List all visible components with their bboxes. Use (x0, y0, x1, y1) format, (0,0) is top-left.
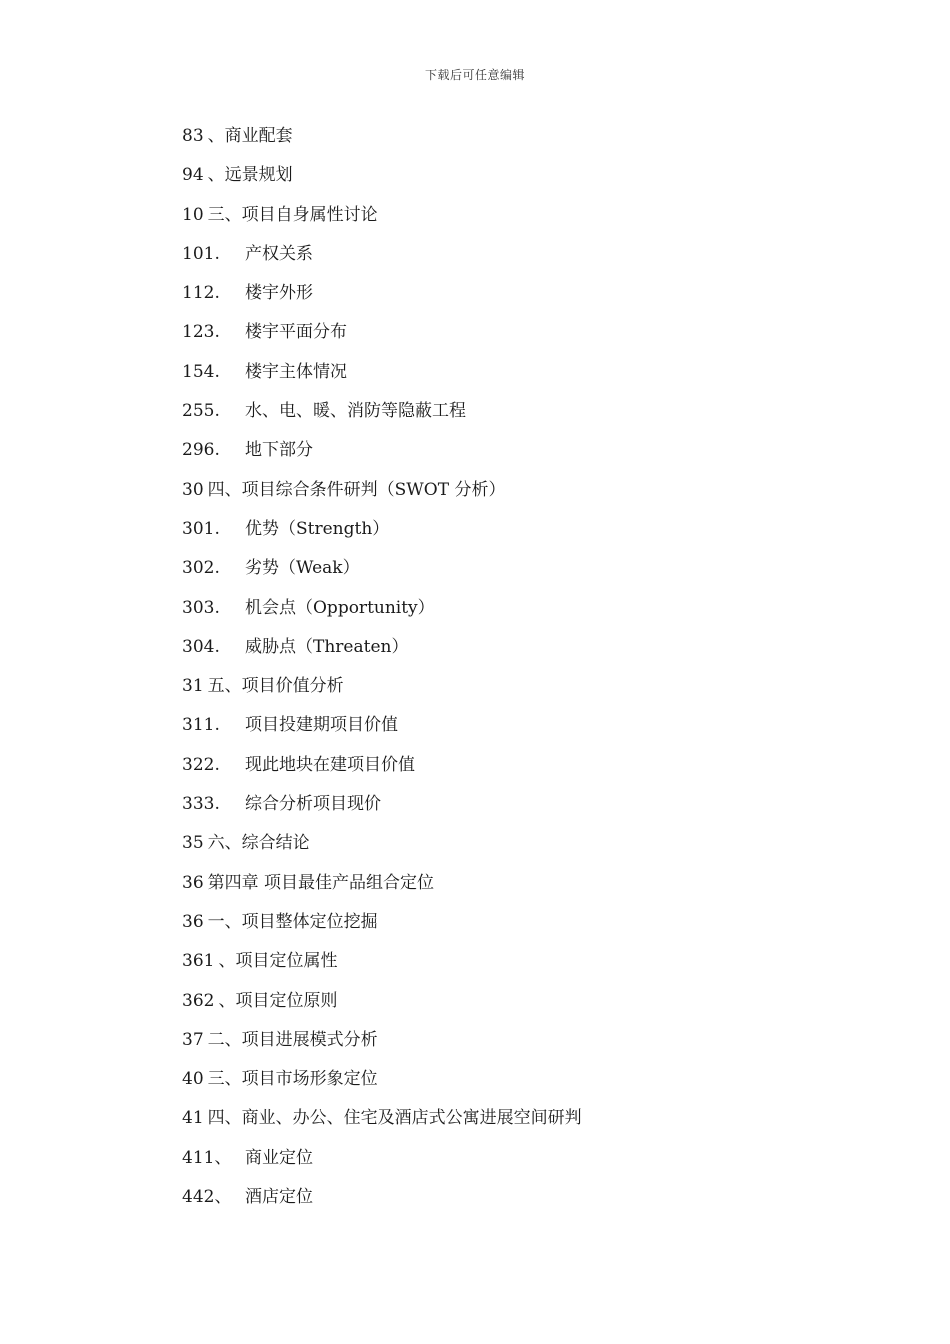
toc-entry-title: 、项目定位原则 (218, 990, 338, 1011)
toc-entry (182, 1144, 882, 1183)
toc-entry-title: 优势（Strength） (245, 518, 390, 539)
toc-entry-number: 112. (182, 283, 220, 304)
toc-entry-title: 三、项目市场形象定位 (207, 1069, 378, 1090)
toc-entry-title: 四、项目综合条件研判（SWOT 分析） (207, 479, 506, 500)
toc-entry-number: 303. (182, 597, 220, 618)
toc-entry-number: 296. (182, 440, 220, 461)
toc-entry (182, 515, 882, 554)
toc-entry-number: 101. (182, 243, 220, 264)
toc-entry-number: 30 (182, 479, 204, 500)
toc-entry (182, 869, 882, 908)
toc-entry (182, 397, 882, 436)
toc-entry-number: 154. (182, 361, 220, 382)
toc-entry (182, 240, 882, 279)
toc-entry-number: 255. (182, 401, 220, 422)
toc-entry-number: 36 (182, 911, 204, 932)
toc-entry-title: 三、项目自身属性讨论 (207, 204, 378, 225)
toc-entry (182, 476, 882, 515)
toc-entry-title: 威胁点（Threaten） (245, 636, 409, 657)
toc-entry-title: 地下部分 (245, 440, 313, 461)
toc-entry (182, 672, 882, 711)
toc-entry-number: 37 (182, 1029, 204, 1050)
toc-entry-number: 31 (182, 676, 204, 697)
toc-entry (182, 947, 882, 986)
toc-entry (182, 594, 882, 633)
toc-entry-number: 35 (182, 833, 204, 854)
toc-entry-number: 301. (182, 518, 220, 539)
toc-entry-title: 、商业配套 (207, 126, 293, 146)
toc-entry (182, 554, 882, 593)
toc-entry-number: 36 (182, 872, 204, 893)
toc-entry (182, 633, 882, 672)
toc-entry-title: 酒店定位 (245, 1187, 313, 1208)
toc-entry-title: 产权关系 (245, 243, 313, 264)
toc-entry (182, 1183, 882, 1222)
toc-entry-number: 361 (182, 951, 215, 972)
toc-entry-number: 302. (182, 558, 220, 579)
toc-entry (182, 122, 882, 161)
toc-entry (182, 201, 882, 240)
toc-entry (182, 908, 882, 947)
toc-entry (182, 1104, 882, 1143)
toc-entry (182, 987, 882, 1026)
toc-entry-title: 第四章 项目最佳产品组合定位 (207, 872, 435, 893)
toc-entry-title: 楼宇平面分布 (245, 322, 347, 343)
toc-entry-number: 311. (182, 715, 220, 736)
toc-entry-title: 水、电、暖、消防等隐蔽工程 (245, 401, 466, 422)
toc-entry-number: 40 (182, 1069, 204, 1090)
toc-entry-title: 项目投建期项目价值 (245, 715, 398, 736)
toc-entry-number: 83 (182, 126, 204, 146)
table-of-contents (182, 122, 882, 1222)
page-header: 下载后可任意编辑 (424, 68, 525, 82)
toc-entry-title: 楼宇外形 (245, 283, 313, 304)
toc-entry (182, 358, 882, 397)
toc-entry (182, 1026, 882, 1065)
toc-entry (182, 711, 882, 750)
toc-entry-title: 综合分析项目现价 (245, 794, 381, 815)
toc-entry (182, 161, 882, 200)
toc-entry-number: 123. (182, 322, 220, 343)
toc-entry-title: 楼宇主体情况 (245, 361, 347, 382)
toc-entry-number: 94 (182, 165, 204, 186)
toc-entry-title: 、远景规划 (207, 165, 293, 186)
toc-entry (182, 1065, 882, 1104)
toc-entry-number: 304. (182, 636, 220, 657)
toc-entry (182, 279, 882, 318)
toc-entry (182, 318, 882, 357)
toc-entry-number: 362 (182, 990, 215, 1011)
toc-entry-title: 六、综合结论 (207, 833, 310, 854)
toc-entry-number: 10 (182, 204, 204, 225)
toc-entry-number: 41 (182, 1108, 204, 1129)
toc-entry-number: 322. (182, 754, 220, 775)
toc-entry (182, 751, 882, 790)
toc-entry-title: 现此地块在建项目价值 (245, 754, 415, 775)
toc-entry-number: 442、 (182, 1187, 232, 1208)
toc-entry-title: 二、项目进展模式分析 (207, 1029, 378, 1050)
toc-entry (182, 436, 882, 475)
toc-entry-title: 五、项目价值分析 (207, 676, 344, 697)
toc-entry-title: 劣势（Weak） (245, 558, 360, 579)
toc-entry-title: 、项目定位属性 (218, 951, 338, 972)
toc-entry-title: 一、项目整体定位挖掘 (207, 911, 378, 932)
toc-entry-title: 机会点（Opportunity） (245, 597, 435, 618)
toc-entry-number: 333. (182, 794, 220, 815)
toc-entry (182, 790, 882, 829)
toc-entry-title: 商业定位 (245, 1147, 313, 1168)
toc-entry-number: 411、 (182, 1147, 232, 1168)
toc-entry-title: 四、商业、办公、住宅及酒店式公寓进展空间研判 (207, 1108, 582, 1129)
toc-entry (182, 829, 882, 868)
